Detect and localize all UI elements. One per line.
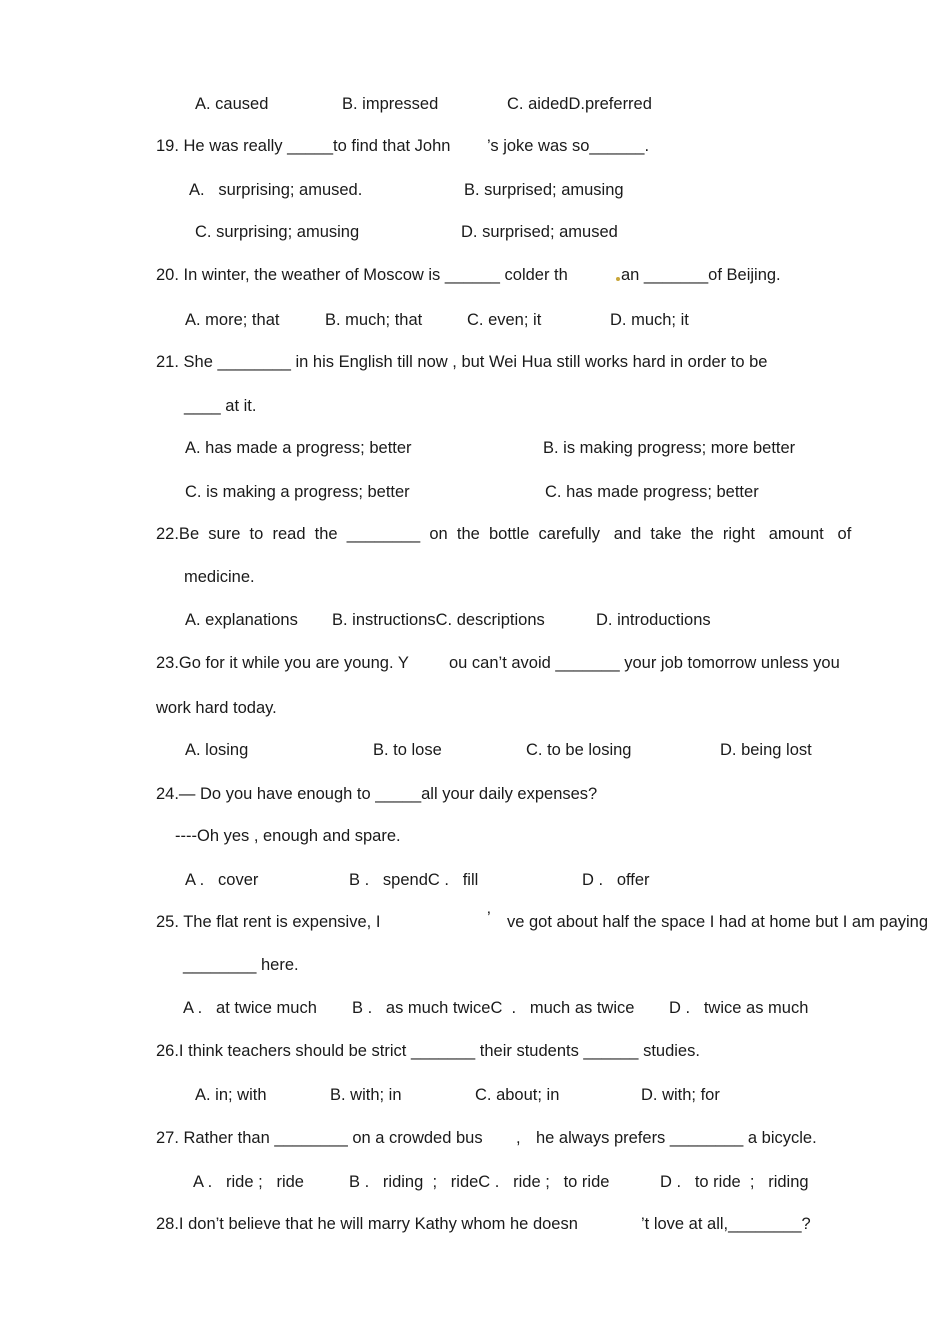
q26-option-b: B. with; in [330,1086,402,1104]
q23-option-b: B. to lose [373,741,442,759]
q20-stem-cont: an _______of Beijing. [621,266,781,284]
q20-option-c: C. even; it [467,311,542,329]
q24-stem: 24.— Do you have enough to _____all your daily expenses? [156,785,598,803]
q24-option-bc: B . spendC . fill [349,871,479,889]
q19-option-b: B. surprised; amusing [464,181,624,199]
q23-stem: 23.Go for it while you are young. Y [156,654,409,672]
q18-option-cd: C. aidedD.preferred [507,95,652,113]
q19-stem-cont: ’s joke was so______. [487,137,650,155]
q19-stem: 19. He was really _____to find that John [156,137,451,155]
q21-option-c: C. is making a progress; better [185,483,410,501]
q21-option-a: A. has made a progress; better [185,439,412,457]
q25-apostrophe: ’ [487,909,491,927]
q18-option-a: A. caused [195,95,269,113]
q27-stem: 27. Rather than ________ on a crowded bus [156,1129,483,1147]
q27-option-d: D . to ride ; riding [660,1173,809,1191]
q26-option-a: A. in; with [195,1086,267,1104]
q24-option-d: D . offer [582,871,650,889]
q18-option-b: B. impressed [342,95,439,113]
q26-option-d: D. with; for [641,1086,720,1104]
q20-stem: 20. In winter, the weather of Moscow is ______ colder th [156,266,568,284]
q22-stem: 22.Be sure to read the ________ on the bottle carefully and take the right amount of [156,525,852,543]
q20-option-a: A. more; that [185,311,280,329]
q27-option-a: A . ride ; ride [193,1173,304,1191]
q25-option-d: D . twice as much [669,999,809,1017]
q26-stem: 26.I think teachers should be strict _______ their students ______ studies. [156,1042,700,1060]
stray-mark [616,277,620,281]
q24-option-a: A . cover [185,871,259,889]
q22-option-d: D. introductions [596,611,711,629]
q23-option-a: A. losing [185,741,249,759]
q25-stem: 25. The flat rent is expensive, I [156,913,381,931]
q25-option-bc: B . as much twiceC . much as twice [352,999,635,1017]
q21-stem-cont: ____ at it. [184,397,257,415]
q27-option-bc: B . riding ; rideC . ride ; to ride [349,1173,610,1191]
q19-option-c: C. surprising; amusing [195,223,360,241]
q26-option-c: C. about; in [475,1086,560,1104]
q21-stem: 21. She ________ in his English till now , but Wei Hua still works hard in order to be [156,353,768,371]
q28-stem-cont: ’t love at all,________? [641,1215,811,1233]
q20-option-d: D. much; it [610,311,689,329]
q25-option-a: A . at twice much [183,999,317,1017]
q28-stem: 28.I don’t believe that he will marry Kathy whom he doesn [156,1215,578,1233]
q25-stem-cont: ve got about half the space I had at home but I am paying [507,913,929,931]
q21-option-b: B. is making progress; more better [543,439,796,457]
q20-option-b: B. much; that [325,311,423,329]
q21-option-c2: C. has made progress; better [545,483,759,501]
q22-option-a: A. explanations [185,611,298,629]
q23-stem-cont2: work hard today. [156,699,277,717]
q19-option-d: D. surprised; amused [461,223,618,241]
q19-option-a: A. surprising; amused. [189,181,363,199]
q27-stem-cont: he always prefers ________ a bicycle. [536,1129,817,1147]
q23-option-d: D. being lost [720,741,812,759]
q24-reply: ----Oh yes , enough and spare. [175,827,401,845]
q22-stem-cont: medicine. [184,568,255,586]
q25-stem-cont2: ________ here. [183,956,299,974]
q23-option-c: C. to be losing [526,741,632,759]
q27-comma: , [516,1129,521,1147]
q22-option-bc: B. instructionsC. descriptions [332,611,545,629]
q23-stem-cont: ou can’t avoid _______ your job tomorrow unless you [449,654,840,672]
